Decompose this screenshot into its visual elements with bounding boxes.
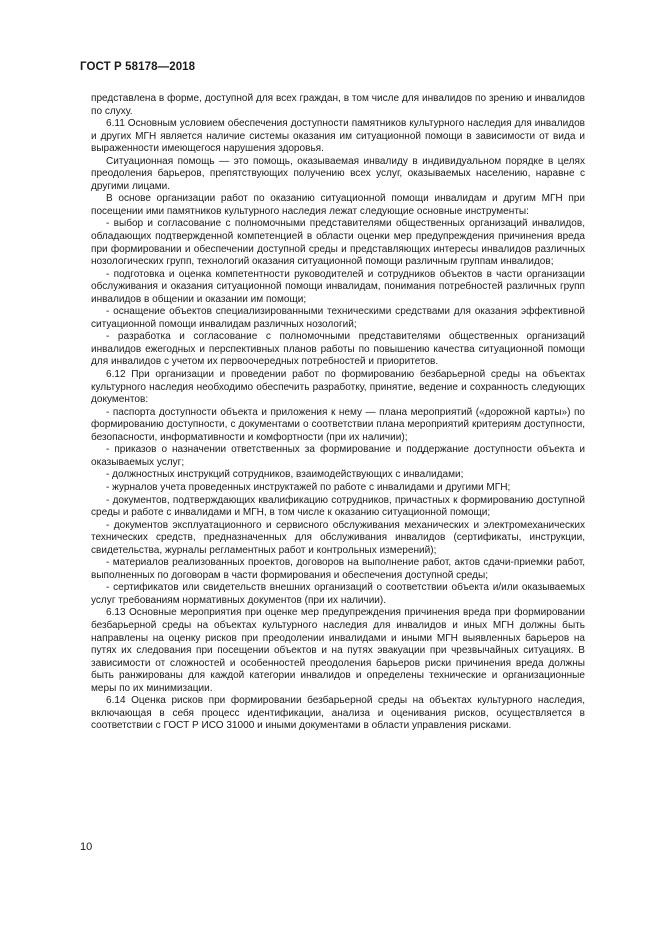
paragraph: - сертификатов или свидетельств внешних организаций о соответствии объекта и/или оказываемых услуг требованиям нормативных документов (при их наличии). [91, 582, 585, 606]
paragraph: - паспорта доступности объекта и приложения к нему — плана мероприятий («дорожной карты») по формированию доступности, с документами о соответствии плана мероприятий критериям доступности, безопасности, информативности и комфортности (при их наличии); [91, 406, 585, 443]
paragraph: - должностных инструкций сотрудников, взаимодействующих с инвалидами; [106, 469, 464, 481]
paragraph: 6.14 Оценка рисков при формировании безбарьерной среды на объектах культурного наследия, включающая в себя процесс идентификации, анализа и оценивания рисков, осуществляется в соответствии с ГОСТ Р ИСО 31000 и иными документами в области управления рисками. [91, 695, 585, 732]
paragraph: - разработка и согласование с полномочными представителями общественных организаций инвалидов ежегодных и перспективных планов работы по повышению качества ситуационной помощи для инвалидов с учетом их первоочередных потребностей и приоритетов. [91, 331, 585, 368]
paragraph: - документов, подтверждающих квалификацию сотрудников, причастных к формированию доступной среды и работе с инвалидами и МГН, в том числе к оказанию ситуационной помощи; [91, 494, 585, 519]
document-header: ГОСТ Р 58178—2018 [80, 61, 196, 73]
paragraph: представлена в форме, доступной для всех граждан, в том числе для инвалидов по зрению и инвалидов по слуху. [91, 93, 585, 117]
paragraph: 6.12 При организации и проведении работ по формированию безбарьерной среды на объектах культурного наследия необходимо обеспечить разработку, принятие, ведение и сохранность следующих документов: [91, 369, 585, 406]
paragraph: Ситуационная помощь — это помощь, оказываемая инвалиду в индивидуальном порядке в целях преодоления барьеров, препятствующих получению всех услуг, оказываемых населению, наравне с другими лицами. [91, 155, 585, 192]
paragraph: 6.11 Основным условием обеспечения доступности памятников культурного наследия для инвалидов и других МГН является наличие системы оказания им ситуационной помощи в зависимости от вида и выраженности имеющегося нарушения здоровья. [91, 118, 585, 155]
paragraph: - приказов о назначении ответственных за формирование и поддержание доступности объекта и оказываемых услуг; [91, 444, 585, 468]
paragraph: 6.13 Основные мероприятия при оценке мер предупреждения причинения вреда при формировании безбарьерной среды на объектах культурного наследия для инвалидов и иных МГН должны быть направлены на оценку рисков при преодолении инвалидами и иными МГН выявленных барьеров на путях их следования при посещении объектов и на путях эвакуации при чрезвычайных ситуациях. В зависимости от сложностей и особенностей преодоления барьеров риски причинения вреда должны быть ранжированы для каждой категории инвалидов и определены технические и организационные меры по их минимизации. [91, 607, 585, 694]
paragraph: - подготовка и оценка компетентности руководителей и сотрудников объектов в части организации обслуживания и оказания ситуационной помощи инвалидам, понимания потребностей различных групп инвалидов в общении и оказании им помощи; [91, 268, 585, 305]
paragraph: - материалов реализованных проектов, договоров на выполнение работ, актов сдачи-приемки работ, выполненных по договорам в части формирования и обеспечения доступной среды; [91, 557, 585, 581]
paragraph: - журналов учета проведенных инструктажей по работе с инвалидами и другими МГН; [106, 481, 511, 493]
page-number: 10 [80, 841, 93, 853]
paragraph: - документов эксплуатационного и сервисного обслуживания механических и электромеханических технических средств, предназначенных для обслуживания инвалидов (сертификаты, инструкции, свидетельства, журналы регламентных работ и контрольных измерений); [91, 519, 585, 556]
paragraph: В основе организации работ по оказанию ситуационной помощи инвалидам и другим МГН при посещении ими памятников культурного наследия лежат следующие основные инструменты: [91, 193, 585, 217]
paragraph: - оснащение объектов специализированными техническими средствами для оказания эффективной ситуационной помощи инвалидам различных нозологий; [91, 306, 585, 330]
paragraph: - выбор и согласование с полномочными представителями общественных организаций инвалидов, обладающих подтвержденной компетенцией в области оценки мер предупреждения причинения вреда при формировании и обеспечении доступной среды и представляющих интересы инвалидов различных нозологических групп, технологий оказания ситуационной помощи различным группам инвалидов; [91, 218, 585, 268]
document-body [91, 93, 585, 733]
